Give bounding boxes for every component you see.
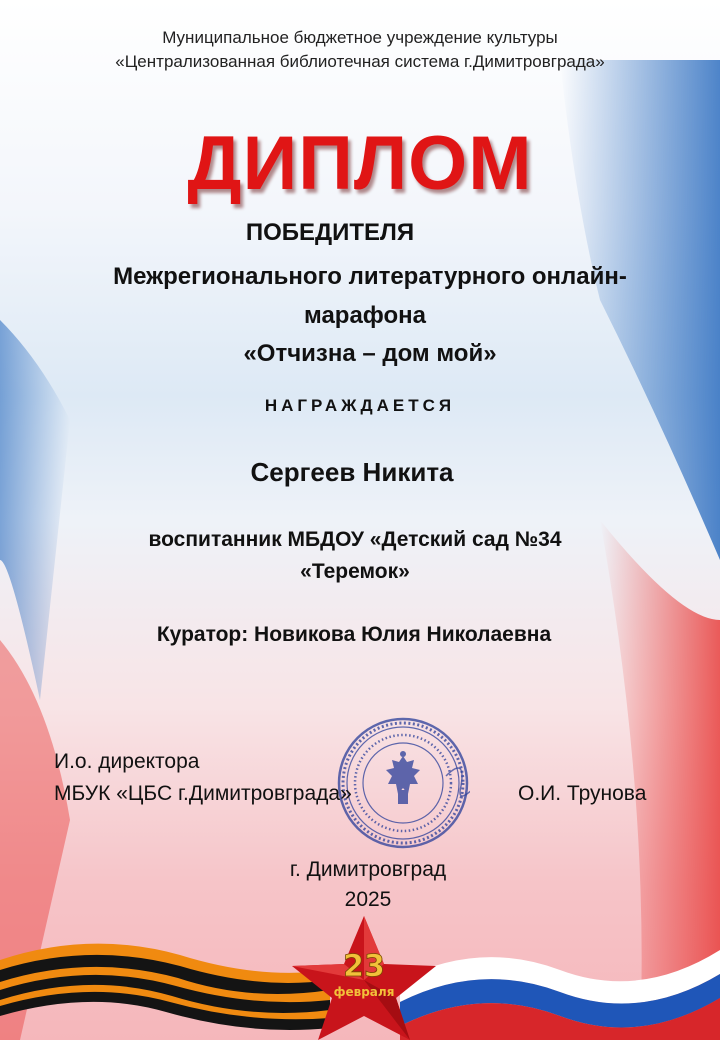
emblem-month: февраля (333, 985, 395, 999)
curator: Куратор: Новикова Юлия Николаевна (156, 623, 552, 646)
institution-line-1: воспитанник МБДОУ «Детский сад №34 (148, 528, 562, 551)
awarded-label: НАГРАЖДАЕТСЯ (264, 396, 456, 415)
institution-line-2: «Теремок» (300, 560, 410, 583)
signatory-role-line-1: И.о. директора (54, 750, 200, 773)
year: 2025 (344, 888, 392, 911)
header-line-2: «Централизованная библиотечная система г.Димитровграда» (115, 52, 605, 71)
event-line-1: Межрегионального литературного онлайн- (113, 263, 627, 290)
header-line-1: Муниципальное бюджетное учреждение культуры (162, 28, 558, 47)
diploma-title: ДИПЛОМ (187, 121, 533, 206)
event-name: «Отчизна – дом мой» (243, 340, 497, 367)
russian-flag-icon (400, 950, 720, 1040)
st-george-ribbon-icon (0, 944, 330, 1030)
event-line-2: марафона (304, 302, 426, 329)
winner-name: Сергеев Никита (250, 457, 454, 487)
signatory-name: О.И. Трунова (518, 782, 647, 805)
bottom-ribbon-decoration (0, 910, 720, 1040)
place: г. Димитровград (289, 858, 447, 881)
subtitle: ПОБЕДИТЕЛЯ (245, 219, 415, 246)
emblem-number: 23 (343, 949, 385, 984)
signatory-role-line-2: МБУК «ЦБС г.Димитровграда» (54, 782, 352, 805)
